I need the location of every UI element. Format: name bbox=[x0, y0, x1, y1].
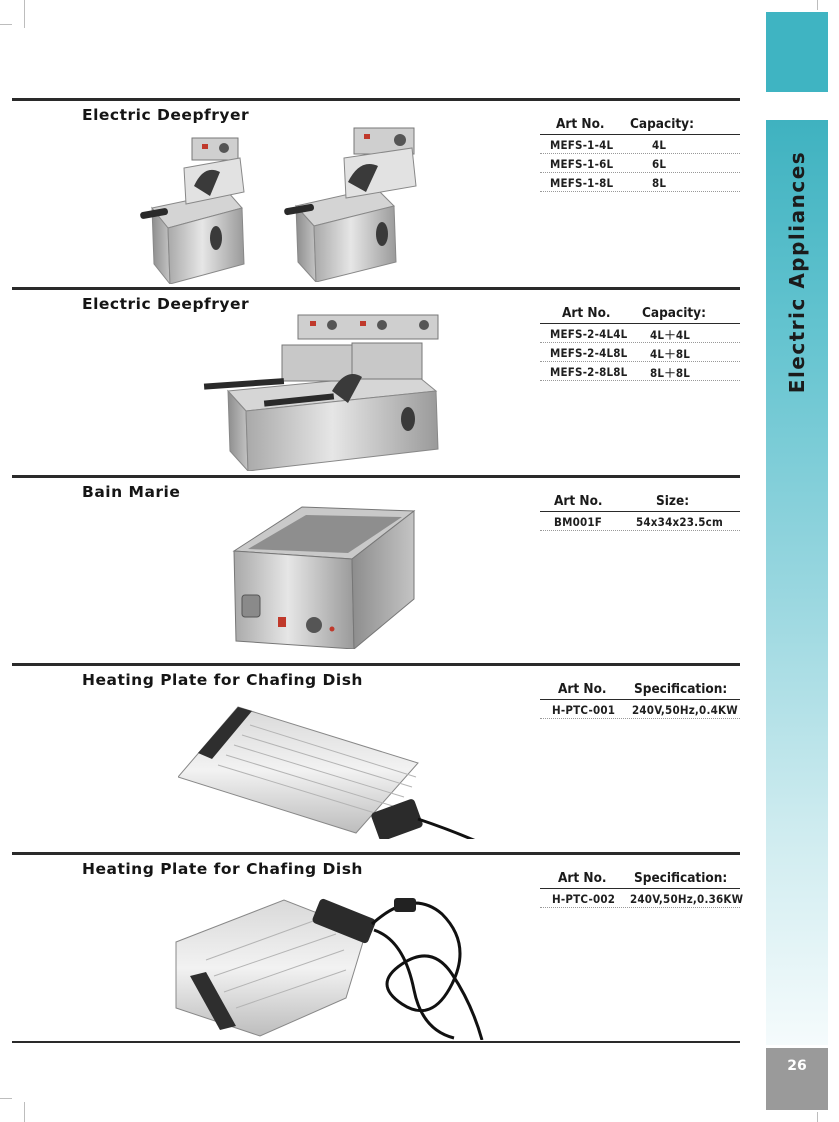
art-no-cell: MEFS-2-4L4L bbox=[550, 327, 628, 341]
art-no-cell: MEFS-1-6L bbox=[550, 157, 614, 171]
capacity-cell: 4L bbox=[652, 138, 667, 152]
deepfryer-single-image-alt bbox=[284, 122, 434, 282]
section-title: Heating Plate for Chafing Dish bbox=[82, 671, 363, 689]
specification-cell: 240V,50Hz,0.4KW bbox=[632, 703, 738, 717]
capacity-cell: 8L bbox=[652, 176, 667, 190]
spec-table-header bbox=[540, 303, 740, 324]
art-no-header: Art No. bbox=[554, 493, 603, 509]
spec-table-header bbox=[540, 679, 740, 700]
section-title: Heating Plate for Chafing Dish bbox=[82, 860, 363, 878]
art-no-cell: H-PTC-001 bbox=[552, 703, 616, 717]
spec-table bbox=[540, 868, 744, 908]
side-tab-label: Electric Appliances bbox=[785, 150, 809, 394]
table-row bbox=[540, 343, 740, 362]
crop-mark bbox=[817, 0, 818, 10]
heating-plate-1-image bbox=[178, 699, 478, 839]
spec-table-header bbox=[540, 868, 740, 889]
spec-table bbox=[540, 114, 740, 192]
product-section-deepfryer-single bbox=[12, 100, 740, 286]
specification-cell: 240V,50Hz,0.36KW bbox=[630, 892, 744, 906]
art-no-header: Art No. bbox=[558, 681, 607, 697]
art-no-cell: BM001F bbox=[554, 515, 603, 529]
capacity-cell: 4L＋4L bbox=[650, 328, 691, 342]
bottom-divider bbox=[12, 1041, 740, 1043]
art-no-cell: MEFS-2-8L8L bbox=[550, 365, 628, 379]
art-no-header: Art No. bbox=[558, 870, 607, 886]
art-no-cell: MEFS-1-8L bbox=[550, 176, 614, 190]
spec-table bbox=[540, 491, 740, 531]
crop-mark bbox=[24, 0, 25, 28]
table-row bbox=[540, 512, 740, 531]
capacity-cell: 8L＋8L bbox=[650, 366, 691, 380]
spec-table-header bbox=[540, 114, 740, 135]
deepfryer-single-image bbox=[124, 128, 274, 284]
product-section-heating-plate-1 bbox=[12, 665, 740, 851]
product-section-bain-marie bbox=[12, 477, 740, 663]
product-section-deepfryer-double bbox=[12, 289, 740, 475]
table-row bbox=[540, 362, 740, 381]
spec-table bbox=[540, 303, 740, 381]
size-cell: 54x34x23.5cm bbox=[636, 515, 723, 529]
capacity-header: Capacity: bbox=[630, 116, 694, 132]
section-title: Bain Marie bbox=[82, 483, 181, 501]
table-row bbox=[540, 889, 744, 908]
deepfryer-double-image bbox=[202, 311, 452, 471]
art-no-header: Art No. bbox=[556, 116, 605, 132]
specification-header: Specification: bbox=[634, 870, 728, 886]
product-section-heating-plate-2 bbox=[12, 854, 744, 1040]
crop-mark bbox=[0, 1098, 12, 1099]
page-number: 26 bbox=[766, 1048, 828, 1110]
crop-mark bbox=[24, 1102, 25, 1122]
art-no-cell: MEFS-2-4L8L bbox=[550, 346, 628, 360]
capacity-cell: 4L＋8L bbox=[650, 347, 691, 361]
section-title: Electric Deepfryer bbox=[82, 106, 250, 124]
heating-plate-2-image bbox=[166, 880, 486, 1040]
table-row bbox=[540, 324, 740, 343]
table-row bbox=[540, 700, 740, 719]
bain-marie-image bbox=[228, 499, 418, 649]
capacity-header: Capacity: bbox=[642, 305, 706, 321]
art-no-cell: MEFS-1-4L bbox=[550, 138, 614, 152]
spec-table bbox=[540, 679, 740, 719]
art-no-header: Art No. bbox=[562, 305, 611, 321]
specification-header: Specification: bbox=[634, 681, 728, 697]
crop-mark bbox=[0, 24, 12, 25]
table-row bbox=[540, 173, 740, 192]
art-no-cell: H-PTC-002 bbox=[552, 892, 616, 906]
section-title: Electric Deepfryer bbox=[82, 295, 250, 313]
spec-table-header bbox=[540, 491, 740, 512]
side-tab-accent bbox=[766, 12, 828, 92]
table-row bbox=[540, 135, 740, 154]
table-row bbox=[540, 154, 740, 173]
capacity-cell: 6L bbox=[652, 157, 667, 171]
size-header: Size: bbox=[656, 493, 690, 509]
crop-mark bbox=[817, 1112, 818, 1122]
